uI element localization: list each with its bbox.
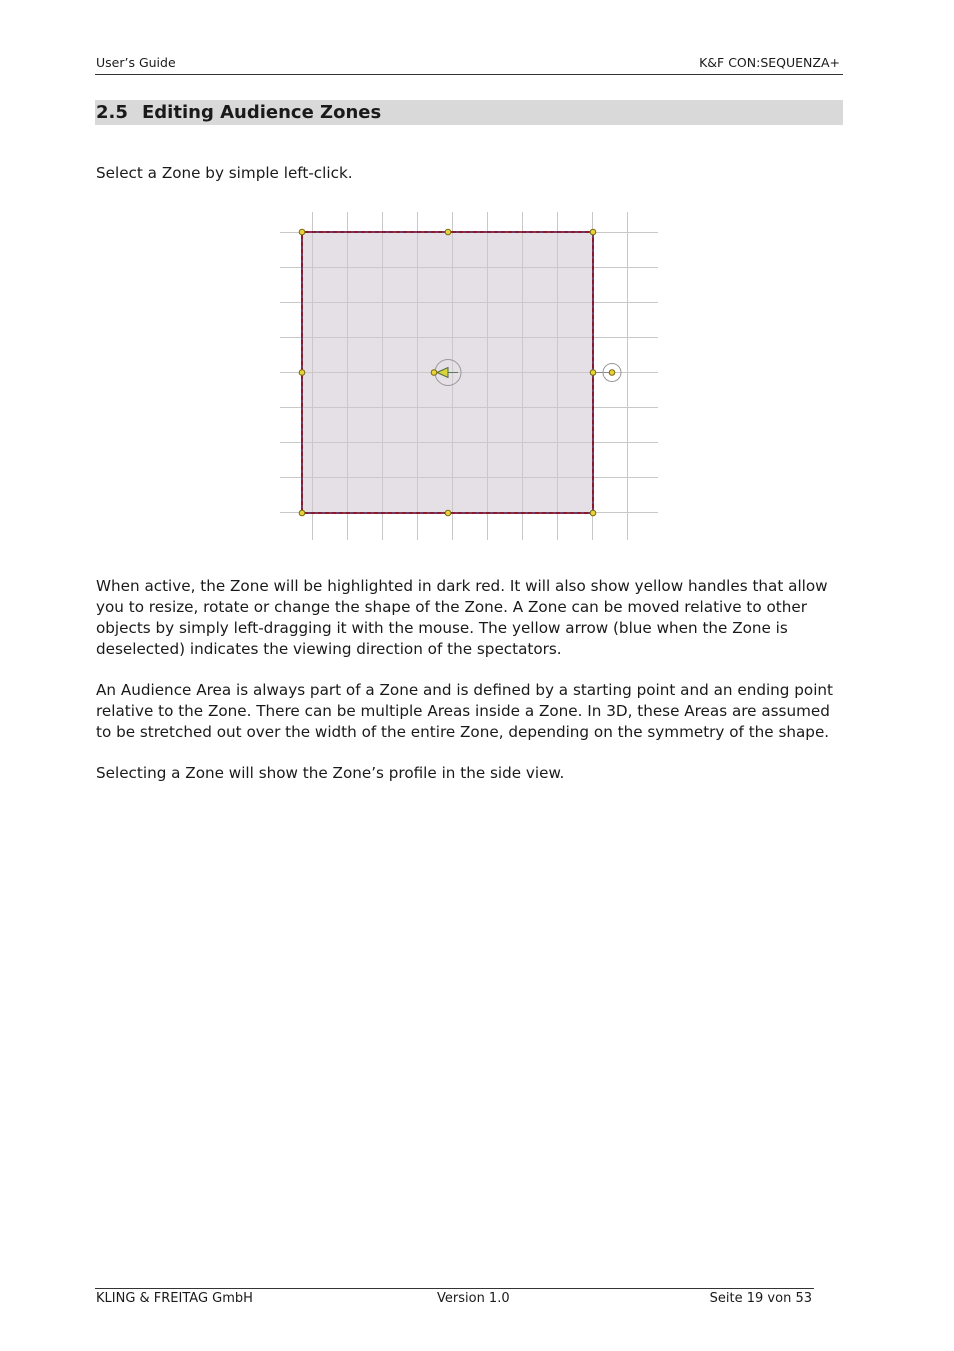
handle-top-middle[interactable] [445,229,451,235]
handle-middle-left[interactable] [299,370,305,376]
handle-bottom-right[interactable] [590,510,596,516]
header-doc-title: User’s Guide [96,55,176,70]
footer-version: Version 1.0 [437,1291,510,1306]
page-header [95,55,843,75]
header-product-name: K&F CON:SEQUENZA+ [699,55,840,70]
footer-page-number: Seite 19 von 53 [709,1291,812,1306]
zone-editing-figure [280,212,658,540]
section-number: 2.5 [96,102,128,123]
handle-top-right[interactable] [590,229,596,235]
section-heading [95,100,843,125]
handle-bottom-left[interactable] [299,510,305,516]
zone-canvas [280,212,658,540]
section-title: Editing Audience Zones [142,102,382,123]
paragraph-side-view: Selecting a Zone will show the Zone’s profile in the side view. [96,764,565,782]
paragraph-audience-area: An Audience Area is always part of a Zone and is defined by a starting point and an ending point relative to the Zone. There can be multiple Areas inside a Zone. In 3D, these Areas are assumed to be stretched out over the width of the entire Zone, depending on the symmetry of the shape. [96,681,834,741]
direction-handle[interactable] [431,370,437,376]
intro-paragraph: Select a Zone by simple left-click. [96,164,353,182]
paragraph-active-zone: When active, the Zone will be highlighted in dark red. It will also show yellow handles that allow you to resize, rotate or change the shape of the Zone. A Zone can be moved relative to other objects by simply left-dragging it with the mouse. The yellow arrow (blue when the Zone is deselected) indicates the viewing direction of the spectators. [96,577,828,658]
page-footer [95,1288,814,1311]
handle-top-left[interactable] [299,229,305,235]
footer-company: KLING & FREITAG GmbH [96,1291,253,1306]
handle-middle-right[interactable] [590,370,596,376]
rotate-handle[interactable] [609,370,615,376]
handle-bottom-middle[interactable] [445,510,451,516]
